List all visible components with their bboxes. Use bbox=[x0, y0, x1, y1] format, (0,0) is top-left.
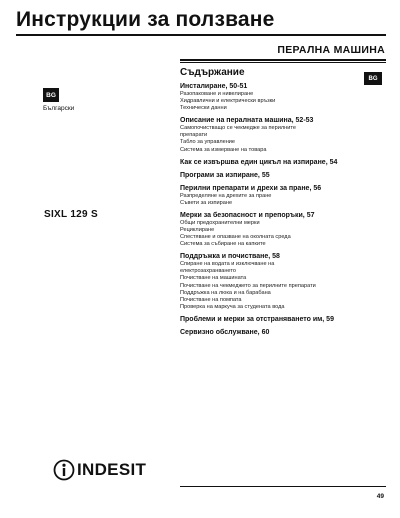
toc-sections bbox=[180, 82, 385, 337]
product-type-heading: ПЕРАЛНА МАШИНА bbox=[277, 44, 385, 56]
toc-subitem: Спестяване и опазване на околната среда bbox=[180, 234, 291, 241]
toc-subitem: препарати bbox=[180, 132, 208, 139]
toc-subitem: Табло за управление bbox=[180, 139, 236, 146]
toc-subitem: Поддръжка на люка и на барабана bbox=[180, 289, 271, 296]
toc-subitem: Система за измерване на товара bbox=[180, 146, 267, 153]
toc-section bbox=[180, 158, 385, 167]
toc-section-title: Поддръжка и почистване, 58 bbox=[180, 253, 280, 261]
toc-subitem: Хидравлични и електрически връзки bbox=[180, 98, 276, 105]
toc-subitem: Проверка на маркуча за студената вода bbox=[180, 303, 285, 310]
toc-subitem: Система за събиране на капките bbox=[180, 241, 266, 248]
toc-subitem: Технически данни bbox=[180, 105, 227, 112]
toc-section-title: Мерки за безопасност и препоръки, 57 bbox=[180, 211, 315, 219]
toc-section bbox=[180, 315, 385, 324]
toc-subitem: Почистване на машината bbox=[180, 275, 247, 282]
language-badge: BG bbox=[43, 88, 59, 102]
toc-subitem: Самопочистващо се чекмедже за перилните bbox=[180, 125, 296, 132]
toc-section-title: Описание на пералната машина, 52-53 bbox=[180, 117, 314, 125]
subtitle-divider-thin bbox=[180, 62, 386, 63]
toc-section-title: Перилни препарати и дрехи за пране, 56 bbox=[180, 184, 322, 192]
toc-subitem: Спиране на водата и изключване на bbox=[180, 261, 275, 268]
toc-section bbox=[180, 116, 385, 153]
brand-wordmark: INDESIT bbox=[77, 460, 147, 479]
toc-subitem: Почистване на чекмеджето за перилните препарати bbox=[180, 282, 316, 289]
table-of-contents bbox=[180, 67, 385, 341]
brand-logo bbox=[53, 457, 146, 483]
subtitle-divider bbox=[180, 59, 386, 61]
toc-subitem: Разопаковане и нивелиране bbox=[180, 91, 254, 97]
toc-section-title: Програми за изпиране, 55 bbox=[180, 171, 270, 179]
toc-section bbox=[180, 82, 385, 112]
toc-subitem: Съвети за изпиране bbox=[180, 199, 233, 206]
page-number: 49 bbox=[376, 493, 384, 500]
toc-subitem: електрозахранването bbox=[180, 268, 236, 275]
toc-section bbox=[180, 211, 385, 248]
title-divider bbox=[16, 34, 386, 36]
language-name: Български bbox=[43, 105, 75, 112]
toc-section-title: Проблеми и мерки за отстраняването им, 59 bbox=[180, 315, 334, 323]
indesit-logo-icon bbox=[53, 459, 75, 481]
toc-section bbox=[180, 328, 385, 337]
footer-divider bbox=[180, 486, 386, 487]
page-title: Инструкции за ползване bbox=[16, 8, 275, 31]
toc-section-title: Сервизно обслужване, 60 bbox=[180, 328, 270, 336]
toc-subitem: Рециклиране bbox=[180, 226, 215, 233]
model-number: SIXL 129 S bbox=[44, 209, 98, 220]
toc-subitem: Почистване на помпата bbox=[180, 296, 242, 303]
toc-section bbox=[180, 184, 385, 207]
toc-section-title: Инсталиране, 50-51 bbox=[180, 83, 248, 90]
toc-subitem: Разпределяне на дрехите за пране bbox=[180, 192, 272, 199]
toc-section-title: Как се извършва един цикъл на изпиране, 54 bbox=[180, 158, 338, 166]
toc-heading: Съдържание bbox=[180, 67, 245, 78]
toc-subitem: Общи предохранителни мерки bbox=[180, 219, 260, 226]
side-language-tab: BG bbox=[364, 72, 382, 85]
toc-section bbox=[180, 252, 385, 311]
toc-section bbox=[180, 171, 385, 180]
